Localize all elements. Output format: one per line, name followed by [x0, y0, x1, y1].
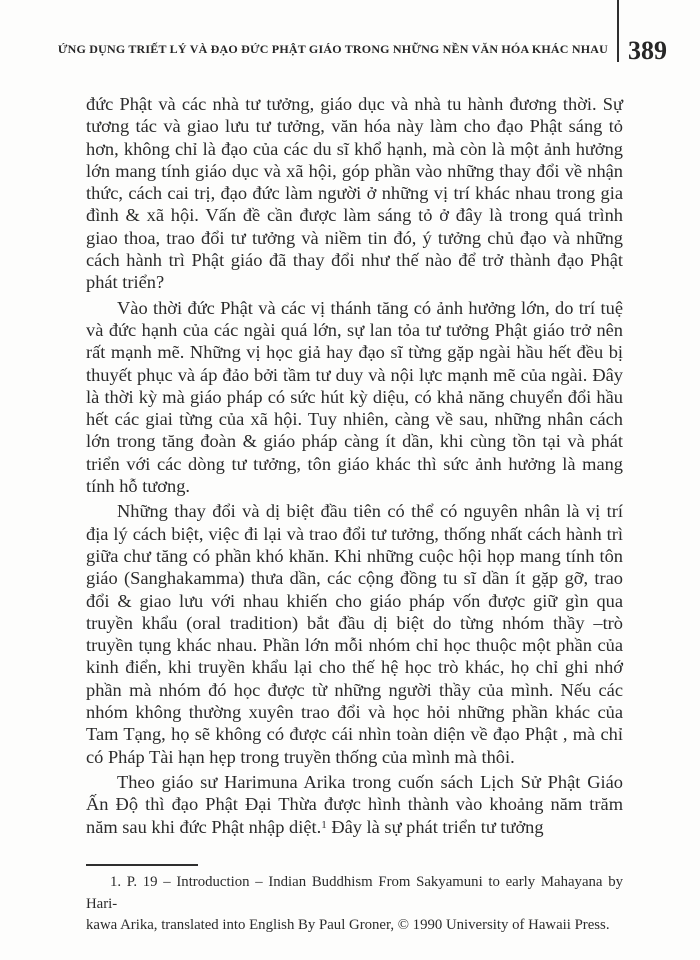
paragraph-text-after-marker: Đây là sự phát triển tư tưởng: [326, 816, 544, 837]
paragraph-text-before-marker: Theo giáo sư Harimuna Arika trong cuốn sách Lịch Sử Phật Giáo Ấn Độ thì đạo Phật Đại Thừa được hình thành vào khoảng năm trăm năm sau khi đức Phật nhập diệt.: [86, 771, 623, 837]
body-text-block: [86, 93, 623, 841]
paragraph-continuation: đức Phật và các nhà tư tưởng, giáo dục và nhà tu hành đương thời. Sự tương tác và giao lưu tư tưởng, văn hóa này làm cho đạo Phật sáng tỏ hơn, không chỉ là đạo của các du sĩ khổ hạnh, mà còn là một ảnh hưởng lớn mang tính giáo dục và xã hội, góp phần vào những thay đổi về nhận thức, cách cai trị, đạo đức làm người ở những vị trí khác nhau trong gia đình & xã hội. Vấn đề cần được làm sáng tỏ ở đây là trong quá trình giao thoa, trao đổi tư tưởng và niềm tin đó, ý tưởng chủ đạo và những cách hành trì Phật giáo đã thay đổi như thế nào để trở thành đạo Phật phát triển?: [86, 94, 623, 293]
page-number: 389: [628, 36, 667, 65]
page-header: [0, 0, 700, 64]
header-divider-bar: [617, 0, 619, 62]
paragraph: Những thay đổi và dị biệt đầu tiên có thể có nguyên nhân là vị trí địa lý cách biệt, việc đi lại và trao đổi tư tưởng, thống nhất cách hành trì giữa chư tăng có phần khó khăn. Khi những cuộc hội họp mang tính tôn giáo (Sanghakamma) thưa dần, các cộng đồng tu sĩ dần ít gặp gỡ, trao đổi & giao lưu với nhau khiến cho giáo pháp vốn được giữ gìn qua truyền khẩu (oral tradition) bắt đầu dị biệt do từng nhóm thầy –trò truyền tụng khác nhau. Phần lớn mỗi nhóm chỉ học thuộc một phần của kinh điển, khi truyền khẩu lại cho thế hệ học trò khác, họ chỉ ghi nhớ phần mà nhóm đó học được từ những người thầy của mình. Nếu các nhóm không thường xuyên trao đổi và học hỏi những phần khác của Tam Tạng, họ sẽ không có được cái nhìn toàn diện về đạo Phật , mà chỉ có Pháp Tài hạn hẹp trong truyền thống của mình mà thôi.: [86, 501, 623, 767]
footnote-line: kawa Arika, translated into English By Paul Groner, © 1990 University of Hawaii Press.: [86, 917, 610, 933]
footnote-marker: 1: [321, 818, 327, 831]
footnote-rule: [86, 864, 198, 866]
paragraph: Vào thời đức Phật và các vị thánh tăng có ảnh hưởng lớn, do trí tuệ và đức hạnh của các ngài quá lớn, sự lan tỏa tư tưởng Phật giáo trở nên rất mạnh mẽ. Những vị học giả hay đạo sĩ từng gặp ngài hầu hết đều bị thuyết phục và áp đảo bởi tầm tư duy và nội lực mạnh mẽ của ngài. Đây là thời kỳ mà giáo pháp có sức hút kỳ diệu, có khả năng chuyển đổi hầu hết các giai từng của xã hội. Tuy nhiên, càng về sau, những nhân cách lớn trong tăng đoàn & giáo pháp càng ít dần, khi cùng tồn tại và phát triển với các dòng tư tưởng, tôn giáo khác thì sức ảnh hưởng là mang tính hỗ tương.: [86, 297, 623, 497]
running-title: ỨNG DỤNG TRIẾT LÝ VÀ ĐẠO ĐỨC PHẬT GIÁO TRONG NHỮNG NỀN VĂN HÓA KHÁC NHAU: [57, 42, 608, 56]
paragraph-with-footnote: [86, 771, 623, 838]
footnote-block: [86, 864, 623, 937]
footnote-line: 1. P. 19 – Introduction – Indian Buddhism From Sakyamuni to early Mahayana by Hari-: [86, 874, 623, 912]
